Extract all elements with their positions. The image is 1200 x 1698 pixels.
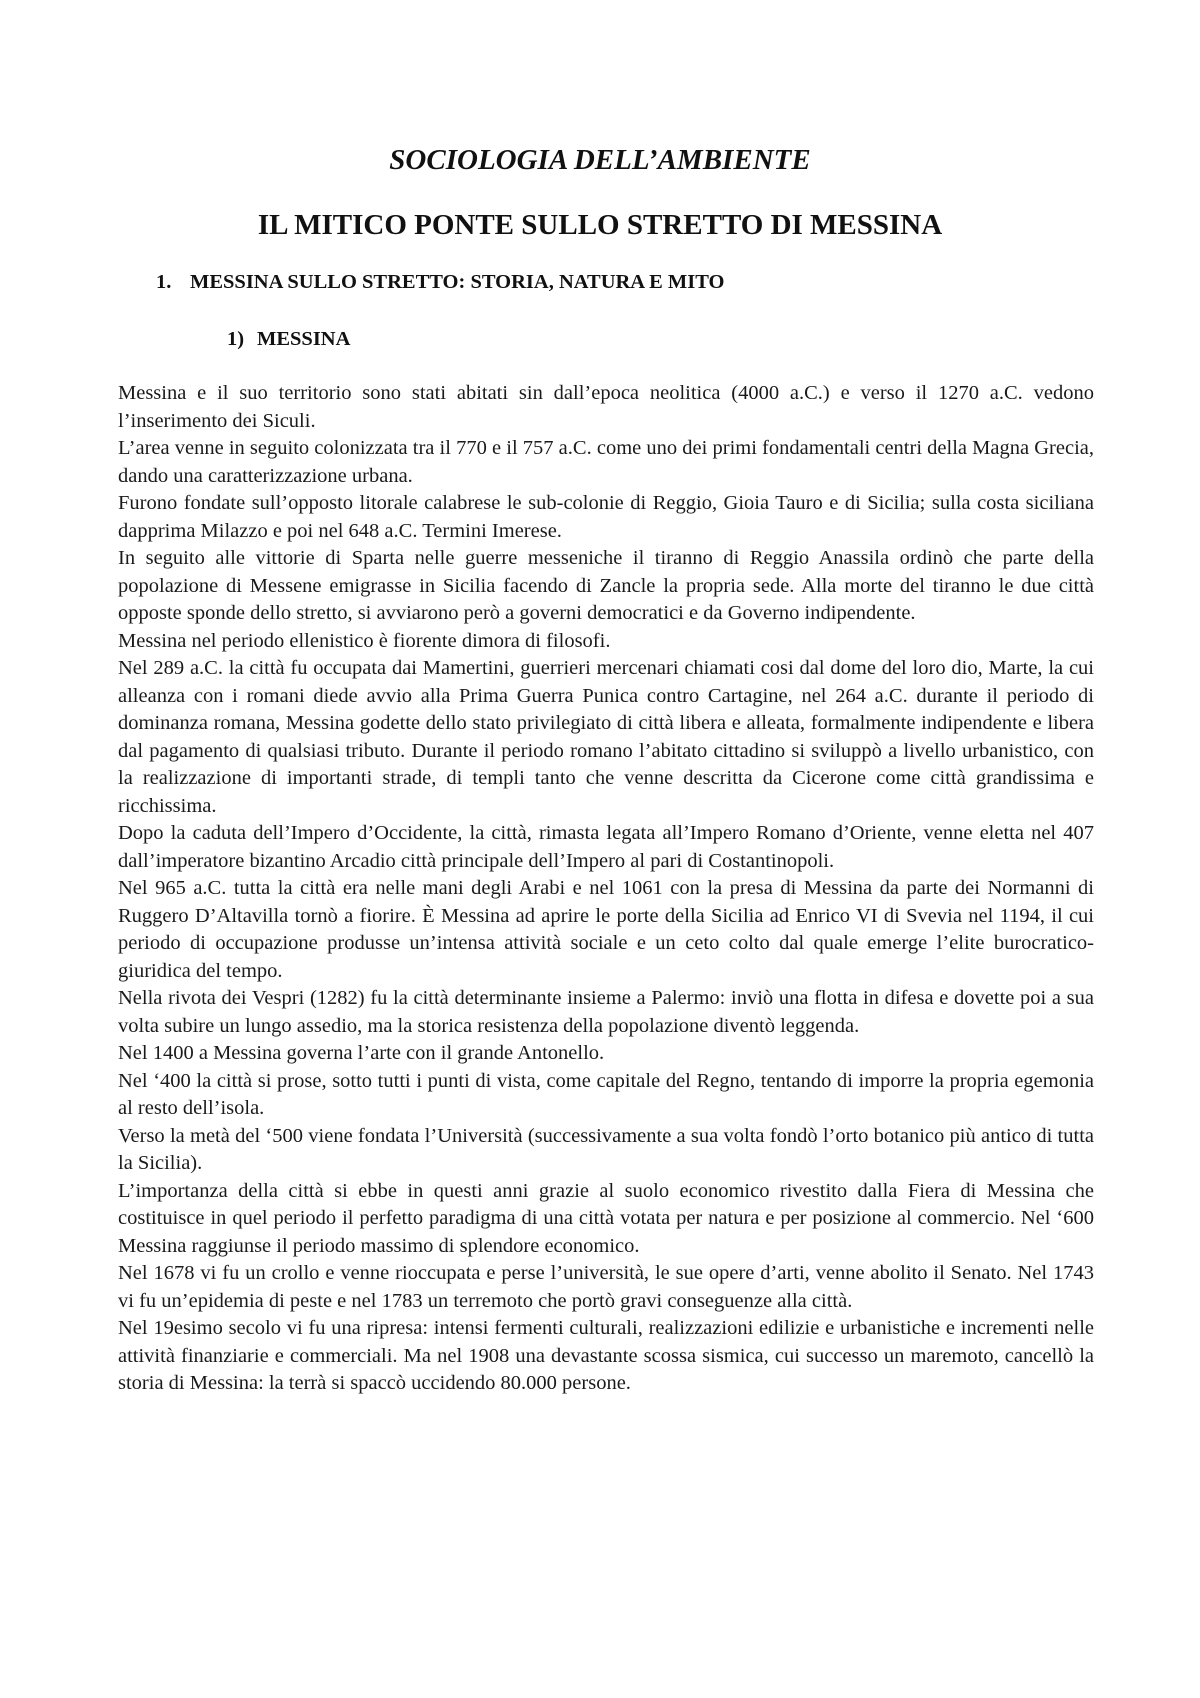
body-text — [118, 380, 1094, 1398]
document-subtitle: IL MITICO PONTE SULLO STRETTO DI MESSINA — [257, 209, 943, 241]
paragraph: L’importanza della città si ebbe in questi anni grazie al suolo economico rivestito dalla Fiera di Messina che costituisce in quel periodo il perfetto paradigma di una città votata per natura e per posizione al commercio. Nel ‘600 Messina raggiunse il periodo massimo di splendore economico. — [118, 1179, 1094, 1257]
subsection-number: 1) — [227, 328, 245, 350]
paragraph: Nel 965 a.C. tutta la città era nelle mani degli Arabi e nel 1061 con la presa di Messina da parte dei Normanni di Ruggero D’Altavilla tornò a fiorire. È Messina ad aprire le porte della Sicilia ad Enrico VI di Svevia nel 1194, il cui periodo di occupazione produsse un’intensa attività sociale e un ceto colto dal quale emerge l’elite burocratico- giuridica del tempo. — [118, 877, 1094, 982]
document-title: SOCIOLOGIA DELL’AMBIENTE — [389, 144, 811, 176]
paragraph: Nel 19esimo secolo vi fu una ripresa: intensi fermenti culturali, realizzazioni edilizie e urbanistiche e incrementi nelle attività finanziarie e commerciali. Ma nel 1908 una devastante scossa sismica, cui successo un maremoto, cancellò la storia di Messina: la terrà si spaccò uccidendo 80.000 persone. — [118, 1317, 1094, 1394]
section-heading-text: MESSINA SULLO STRETTO: STORIA, NATURA E MITO — [190, 271, 725, 293]
paragraph: L’area venne in seguito colonizzata tra il 770 e il 757 a.C. come uno dei primi fondamentali centri della Magna Grecia, dando una caratterizzazione urbana. — [118, 437, 1094, 487]
paragraph: Nel 1678 vi fu un crollo e venne rioccupata e perse l’università, le sue opere d’arti, venne abolito il Senato. Nel 1743 vi fu un’epidemia di peste e nel 1783 un terremoto che portò gravi conseguenze alla città. — [118, 1262, 1094, 1312]
paragraph: Nel ‘400 la città si prose, sotto tutti i punti di vista, come capitale del Regno, tentando di imporre la propria egemonia al resto dell’isola. — [118, 1069, 1094, 1119]
subsection-heading-text: MESSINA — [257, 328, 351, 350]
paragraph: Verso la metà del ‘500 viene fondata l’Università (successivamente a sua volta fondò l’orto botanico più antico di tutta la Sicilia). — [118, 1124, 1094, 1174]
paragraph: Messina e il suo territorio sono stati abitati sin dall’epoca neolitica (4000 a.C.) e verso il 1270 a.C. vedono l’inserimento dei Siculi. — [118, 382, 1094, 432]
paragraph: Messina nel periodo ellenistico è fiorente dimora di filosofi. — [118, 629, 611, 652]
paragraph: Nella rivota dei Vespri (1282) fu la città determinante insieme a Palermo: inviò una flotta in difesa e dovette poi a sua volta subire un lungo assedio, ma la storica resistenza della popolazione diventò leggenda. — [118, 987, 1094, 1037]
paragraph: Nel 289 a.C. la città fu occupata dai Mamertini, guerrieri mercenari chiamati cosi dal dome del loro dio, Marte, la cui alleanza con i romani diede avvio alla Prima Guerra Punica contro Cartagine, nel 264 a.C. durante il periodo di dominanza romana, Messina godette dello stato privilegiato di città libera e alleata, formalmente indipendente e libera dal pagamento di qualsiasi tributo. Durante il periodo romano l’abitato cittadino si sviluppò a livello urbanistico, con la realizzazione di importanti strade, di templi tanto che venne descritta da Cicerone come città grandissima e ricchissima. — [118, 657, 1094, 817]
section-heading — [156, 268, 724, 296]
paragraph: Dopo la caduta dell’Impero d’Occidente, la città, rimasta legata all’Impero Romano d’Oriente, venne eletta nel 407 dall’imperatore bizantino Arcadio città principale dell’Impero al pari di Costantinopoli. — [118, 822, 1094, 872]
paragraph: In seguito alle vittorie di Sparta nelle guerre messeniche il tiranno di Reggio Anassila ordinò che parte della popolazione di Messene emigrasse in Sicilia facendo di Zancle la propria sede. Alla morte del tiranno le due città opposte sponde dello stretto, si avviarono però a governi democratici e da Governo indipendente. — [118, 547, 1094, 624]
section-number: 1. — [156, 271, 172, 293]
paragraph: Nel 1400 a Messina governa l’arte con il grande Antonello. — [118, 1042, 605, 1064]
subsection-heading — [227, 325, 350, 353]
paragraph: Furono fondate sull’opposto litorale calabrese le sub-colonie di Reggio, Gioia Tauro e di Sicilia; sulla costa siciliana dapprima Milazzo e poi nel 648 a.C. Termini Imerese. — [118, 492, 1094, 542]
